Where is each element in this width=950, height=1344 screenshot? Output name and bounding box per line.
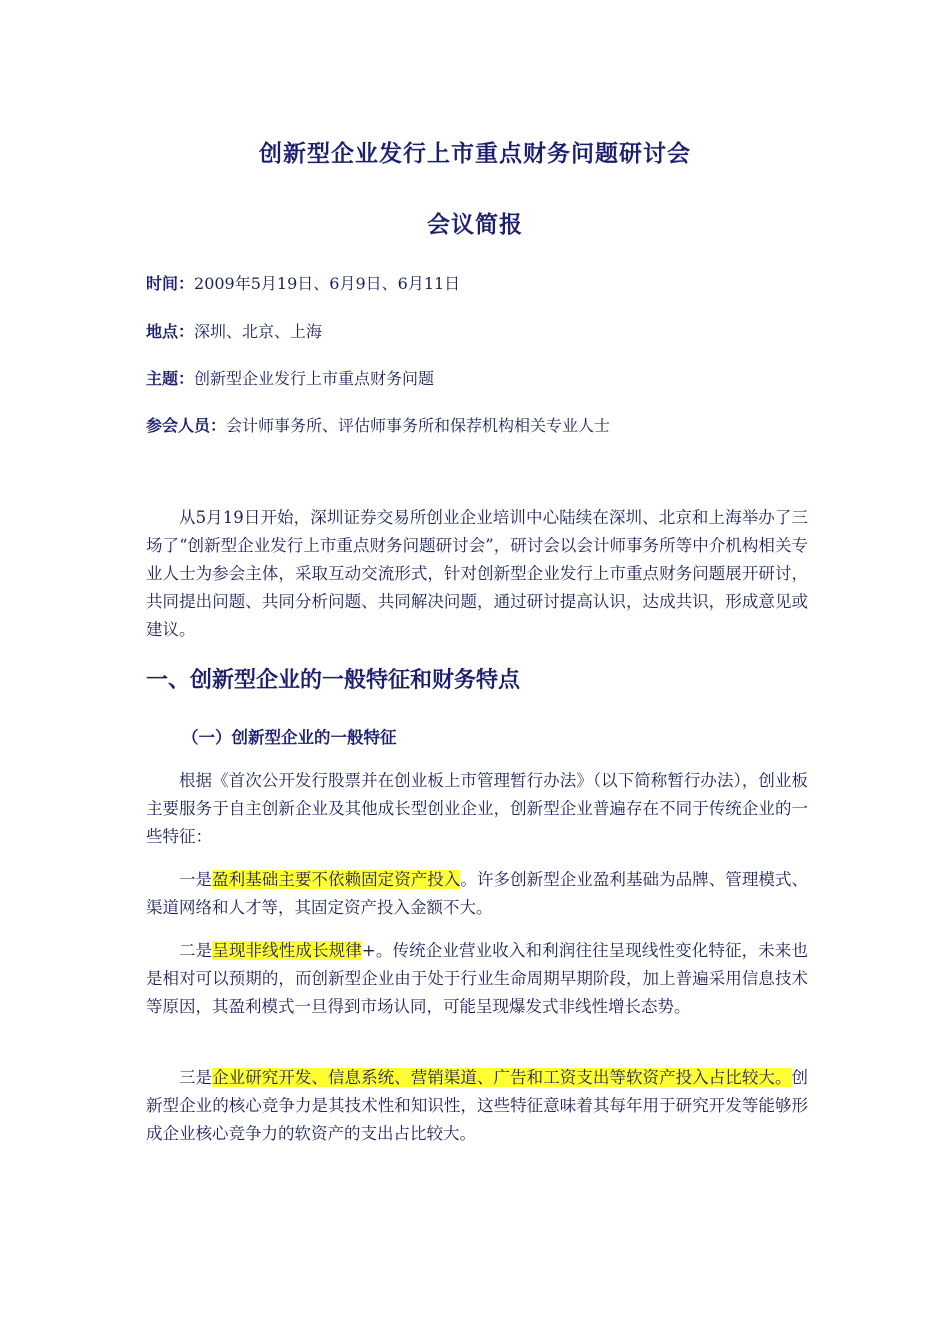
basis-paragraph: 根据《首次公开发行股票并在创业板上市管理暂行办法》（以下简称暂行办法），创业板主要服务于自主创新企业及其他成长型创业企业，创新型企业普遍存在不同于传统企业的一些特征： xyxy=(146,771,808,846)
point-1-prefix: 一是 xyxy=(179,870,213,889)
point-3-prefix: 三是 xyxy=(179,1068,213,1087)
meta-attendees-label: 参会人员： xyxy=(146,416,227,435)
point-2-paragraph xyxy=(146,937,808,1021)
meta-place-label: 地点： xyxy=(146,322,195,341)
document-title: 创新型企业发行上市重点财务问题研讨会 xyxy=(259,141,691,167)
meta-attendees-value: 会计师事务所、评估师事务所和保荐机构相关专业人士 xyxy=(226,416,611,435)
meta-place xyxy=(146,319,322,342)
point-1-highlight: 盈利基础主要不依赖固定资产投入 xyxy=(212,870,461,889)
meta-time-label: 时间： xyxy=(146,274,195,293)
point-2-highlight: 呈现非线性成长规律 xyxy=(212,941,362,960)
point-3-text: 创新型企业的核心竞争力是其技术性和知识性，这些特征意味着其每年用于研究开发等能够形成企业核心竞争力的软资产的支出占比较大。 xyxy=(146,1068,809,1143)
meta-place-value: 深圳、北京、上海 xyxy=(194,322,323,341)
subsection-heading-1: （一）创新型企业的一般特征 xyxy=(182,728,397,747)
point-1-paragraph xyxy=(146,866,808,922)
point-1-text: 。许多创新型企业盈利基础为品牌、管理模式、渠道网络和人才等，其固定资产投入金额不大。 xyxy=(146,870,809,917)
meta-time xyxy=(146,271,460,294)
section-heading-1: 一、创新型企业的一般特征和财务特点 xyxy=(146,668,521,693)
meta-topic-value: 创新型企业发行上市重点财务问题 xyxy=(194,369,435,388)
meta-topic xyxy=(146,366,434,389)
intro-paragraph: 从5月19日开始，深圳证券交易所创业企业培训中心陆续在深圳、北京和上海举办了三场了“创新型企业发行上市重点财务问题研讨会”，研讨会以会计师事务所等中介机构相关专业人士为参会主体，采取互动交流形式，针对创新型企业发行上市重点财务问题展开研讨，共同提出问题、共同分析问题、共同解决问题，通过研讨提高认识，达成共识，形成意见或建议。 xyxy=(146,508,808,639)
meta-time-value: 2009年5月19日、6月9日、6月11日 xyxy=(194,274,461,293)
point-2-prefix: 二是 xyxy=(179,941,213,960)
point-3-highlight: 企业研究开发、信息系统、营销渠道、广告和工资支出等软资产投入占比较大。 xyxy=(212,1068,792,1087)
document-subtitle: 会议简报 xyxy=(427,212,523,238)
meta-topic-label: 主题： xyxy=(146,369,195,388)
point-3-paragraph xyxy=(146,1064,808,1148)
point-2-text: +。传统企业营业收入和利润往往呈现线性变化特征，未来也是相对可以预期的，而创新型企业由于处于行业生命周期早期阶段，加上普遍采用信息技术等原因，其盈利模式一旦得到市场认同，可能呈现爆发式非线性增长态势。 xyxy=(146,941,809,1016)
meta-attendees xyxy=(146,413,610,436)
